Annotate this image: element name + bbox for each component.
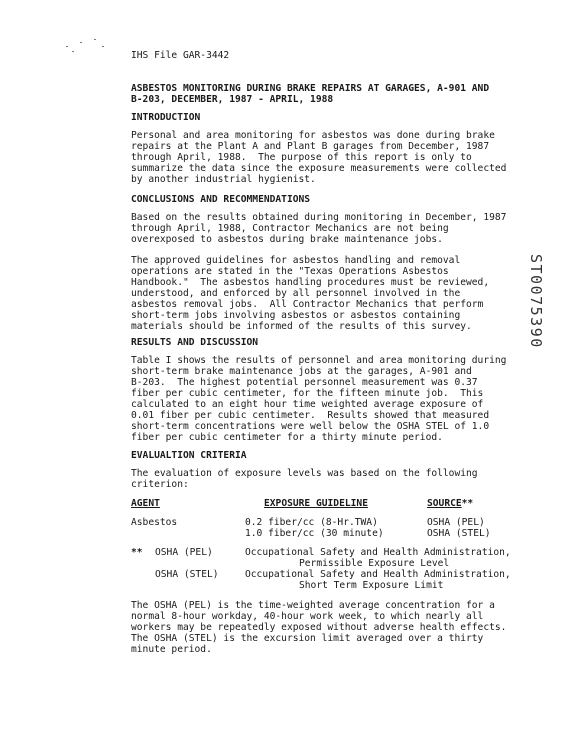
conclusions-line: through April, 1988, Contractor Mechanics are not being (131, 223, 449, 234)
closing-line: The OSHA (PEL) is the time-weighted average concentration for a (131, 600, 495, 611)
conclusions-line: Based on the results obtained during monitoring in December, 1987 (131, 212, 507, 223)
guidelines-line: Handbook." The asbestos handling procedures must be reviewed, (131, 277, 490, 288)
scan-speck (66, 46, 68, 47)
footnote-text-stel: Occupational Safety and Health Administration, (245, 569, 511, 580)
table-cell-guideline: 0.2 fiber/cc (8-Hr.TWA) (245, 517, 378, 528)
intro-line: by another industrial hygienist. (131, 174, 316, 185)
document-title-line-2: B-203, DECEMBER, 1987 - APRIL, 1988 (131, 94, 334, 105)
footnote-text-stel: Short Term Exposure Limit (299, 580, 444, 591)
table-cell-guideline: 1.0 fiber/cc (30 minute) (245, 528, 384, 539)
table-cell-source: OSHA (PEL) (427, 517, 485, 528)
results-line: B-203. The highest potential personnel measurement was 0.37 (131, 377, 478, 388)
guidelines-line: The approved guidelines for asbestos handling and removal (131, 255, 461, 266)
intro-line: Personal and area monitoring for asbestos was done during brake (131, 130, 495, 141)
scan-speck (72, 51, 74, 52)
guidelines-line: short-term jobs involving asbestos or asbestos containing (131, 310, 461, 321)
results-line: Table I shows the results of personnel and area monitoring during (131, 355, 507, 366)
section-heading-results: RESULTS AND DISCUSSION (131, 337, 259, 348)
guidelines-line: understood, and enforced by all personnel involved in the (131, 288, 461, 299)
scan-speck (94, 39, 96, 40)
evaluation-intro-line: criterion: (131, 479, 189, 490)
closing-line: normal 8-hour workday, 40-hour work week, to which nearly all (131, 611, 484, 622)
document-title-line-1: ASBESTOS MONITORING DURING BRAKE REPAIRS AT GARAGES, A-901 AND (131, 83, 490, 94)
section-heading-evaluation: EVALUALTION CRITERIA (131, 450, 247, 461)
results-line: fiber per cubic centimeter for a thirty minute period. (131, 432, 443, 443)
conclusions-line: overexposed to asbestos during brake maintenance jobs. (131, 234, 443, 245)
intro-line: through April, 1988. The purpose of this report is only to (131, 152, 472, 163)
file-reference: IHS File GAR-3442 (131, 50, 230, 61)
evaluation-intro-line: The evaluation of exposure levels was based on the following (131, 468, 478, 479)
intro-line: summarize the data since the exposure measurements were collected (131, 163, 507, 174)
results-line: short-term brake maintenance jobs at the garages, A-901 and (131, 366, 472, 377)
guidelines-line: asbestos removal jobs. All Contractor Mechanics that perform (131, 299, 484, 310)
results-line: 0.01 fiber per cubic centimeter. Results showed that measured (131, 410, 490, 421)
footnote-label-stel: OSHA (STEL) (155, 569, 219, 580)
document-id-stamp: ST0075390 (527, 254, 545, 349)
closing-line: The OSHA (STEL) is the excursion limit averaged over a thirty (131, 633, 484, 644)
guidelines-line: operations are stated in the "Texas Operations Asbestos (131, 266, 449, 277)
closing-line: workers may be repeatedly exposed without adverse health effects. (131, 622, 507, 633)
guidelines-line: materials should be informed of the results of this survey. (131, 321, 472, 332)
results-line: calculated to an eight hour time weighted average exposure of (131, 399, 484, 410)
footnote-text-pel: Occupational Safety and Health Administration, (245, 547, 511, 558)
results-line: fiber per cubic centimeter, for the fifteen minute job. This (131, 388, 484, 399)
table-header-guideline: EXPOSURE GUIDELINE (264, 498, 368, 509)
footnote-text-pel: Permissible Exposure Level (299, 558, 450, 569)
section-heading-introduction: INTRODUCTION (131, 112, 201, 123)
table-header-source: SOURCE** (427, 498, 474, 509)
results-line: short-term concentrations were well below the OSHA STEL of 1.0 (131, 421, 490, 432)
intro-line: repairs at the Plant A and Plant B garages from December, 1987 (131, 141, 490, 152)
scan-speck (80, 42, 82, 43)
table-cell-agent: Asbestos (131, 517, 178, 528)
closing-line: minute period. (131, 644, 212, 655)
table-header-agent: AGENT (131, 498, 160, 509)
footnote-marker: ** (131, 547, 143, 558)
section-heading-conclusions: CONCLUSIONS AND RECOMMENDATIONS (131, 194, 311, 205)
scan-speck (102, 46, 104, 47)
footnote-label-pel: OSHA (PEL) (155, 547, 213, 558)
table-cell-source: OSHA (STEL) (427, 528, 491, 539)
